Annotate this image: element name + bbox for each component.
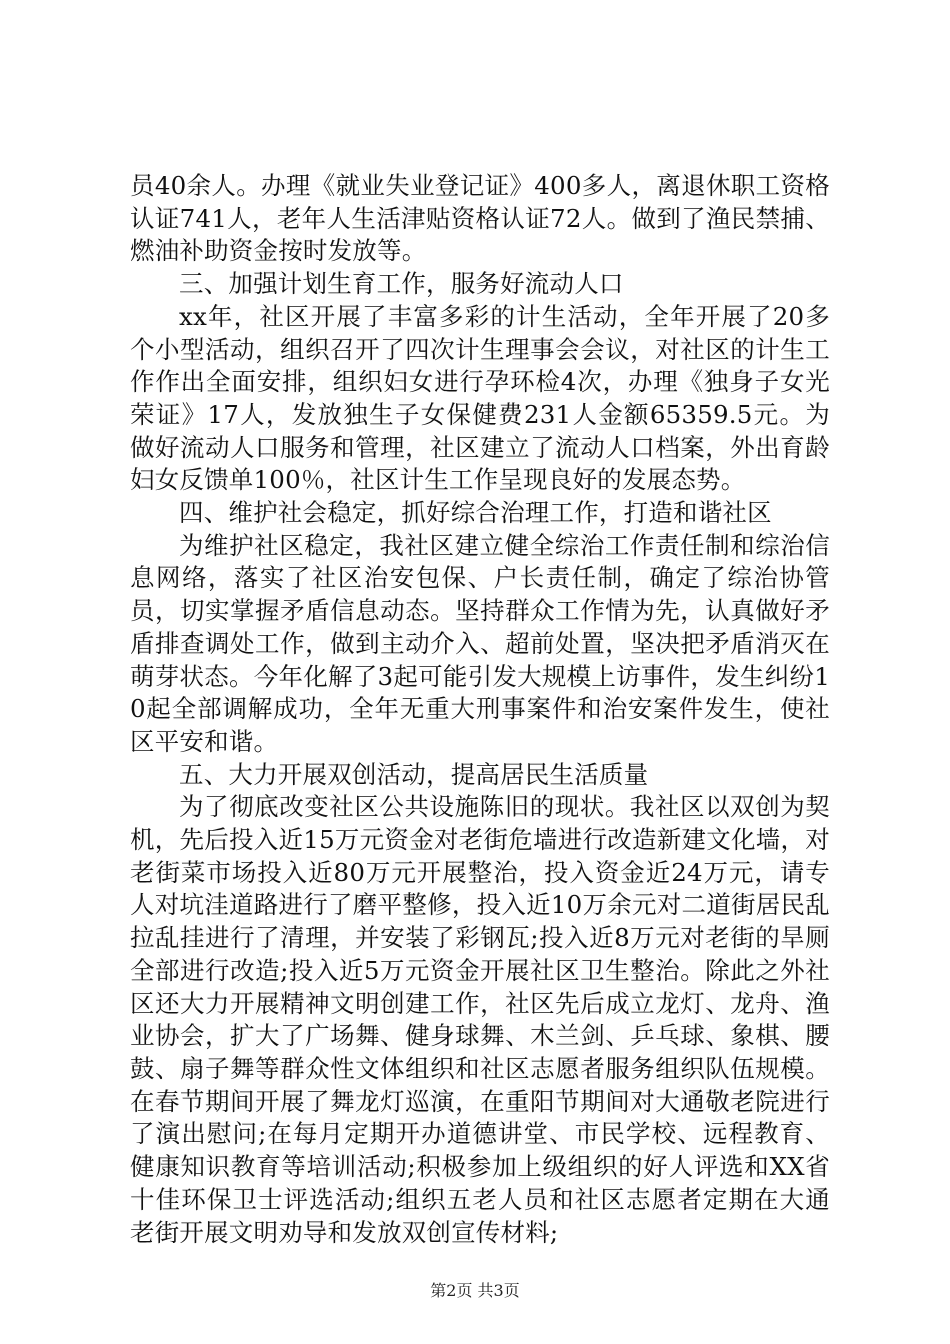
section-heading-4: 四、维护社会稳定，抓好综合治理工作，打造和谐社区 (179, 498, 772, 528)
section-heading-3: 三、加强计划生育工作，服务好流动人口 (179, 269, 624, 299)
document-body (130, 170, 830, 1249)
page-number-footer: 第2页 共3页 (430, 1281, 520, 1300)
paragraph-double-creation: 为了彻底改变社区公共设施陈旧的现状。我社区以双创为契机，先后投入近15万元资金对老街危墙进行改造新建文化墙，对老街菜市场投入近80万元开展整治，投入资金近24万元，请专人对坑洼道路进行了磨平整修，投入近10万余元对二道街居民乱拉乱挂进行了清理，并安装了彩钢瓦;投入近8万元对老街的旱厕全部进行改造;投入近5万元资金开展社区卫生整治。除此之外社区还大力开展精神文明创建工作，社区先后成立龙灯、龙舟、渔业协会，扩大了广场舞、健身球舞、木兰剑、乒乓球、象棋、腰鼓、扇子舞等群众性文体组织和社区志愿者服务组织队伍规模。在春节期间开展了舞龙灯巡演，在重阳节期间对大通敬老院进行了演出慰问;在每月定期开办道德讲堂、市民学校、远程教育、健康知识教育等培训活动;积极参加上级组织的好人评选和XX省十佳环保卫士评选活动;组织五老人员和社区志愿者定期在大通老街开展文明劝导和发放双创宣传材料; (130, 792, 830, 1247)
paragraph-social-stability: 为维护社区稳定，我社区建立健全综治工作责任制和综治信息网络，落实了社区治安包保、户长责任制，确定了综治协管员，切实掌握矛盾信息动态。坚持群众工作情为先，认真做好矛盾排查调处工作，做到主动介入、超前处置，坚决把矛盾消灭在萌芽状态。今年化解了3起可能引发大规模上访事件，发生纠纷10起全部调解成功，全年无重大刑事案件和治安案件发生，使社区平安和谐。 (130, 530, 830, 756)
section-heading-5: 五、大力开展双创活动，提高居民生活质量 (179, 759, 649, 789)
paragraph-family-planning: xx年，社区开展了丰富多彩的计生活动，全年开展了20多个小型活动，组织召开了四次计生理事会会议，对社区的计生工作作出全面安排，组织妇女进行孕环检4次，办理《独身子女光荣证》17人，发放独生子女保健费231人金额65359.5元。为做好流动人口服务和管理，社区建立了流动人口档案，外出育龄妇女反馈单100％，社区计生工作呈现良好的发展态势。 (130, 301, 830, 495)
paragraph-continuation: 员40余人。办理《就业失业登记证》400多人，离退休职工资格认证741人，老年人生活津贴资格认证72人。做到了渔民禁捕、燃油补助资金按时发放等。 (130, 171, 830, 266)
